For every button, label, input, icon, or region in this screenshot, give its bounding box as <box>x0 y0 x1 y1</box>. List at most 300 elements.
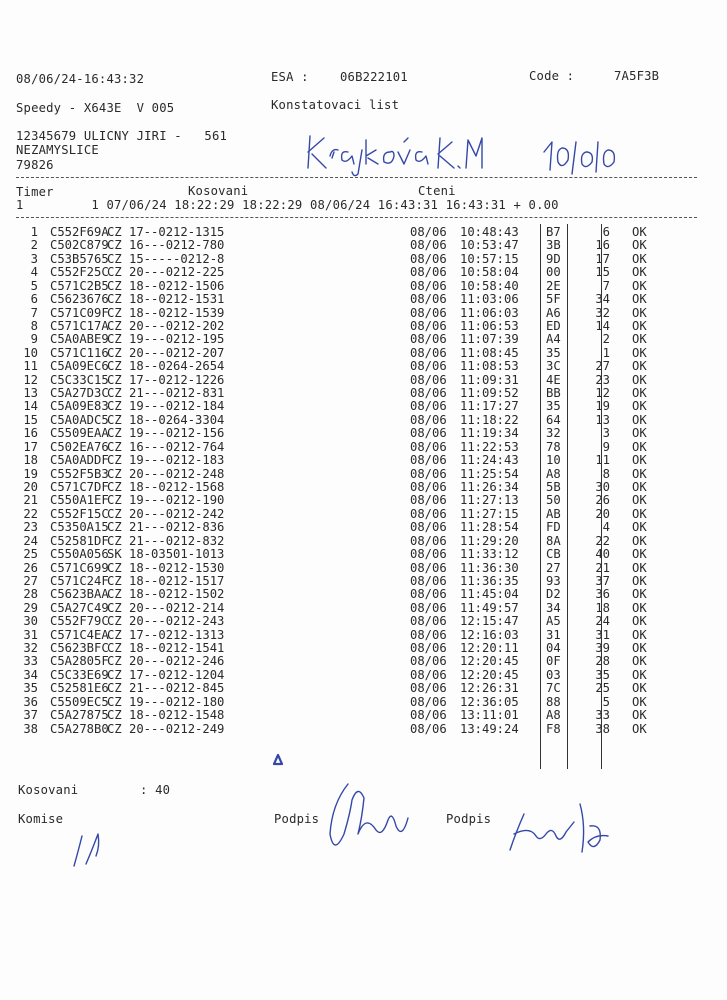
read-time: 11:45:04 <box>460 587 519 602</box>
status-text: OK <box>632 506 647 521</box>
position: 2 <box>602 332 610 347</box>
table-row <box>0 333 727 346</box>
control-code: 4E <box>546 372 561 387</box>
table-row <box>0 414 727 427</box>
runner-info: 12345679 ULICNY JIRI - 561 <box>16 129 228 143</box>
registration: CZ 18--0212-1506 <box>107 278 225 293</box>
status-text: OK <box>632 627 647 642</box>
position: 20 <box>595 506 610 521</box>
registration: CZ 20---0212-243 <box>107 614 225 629</box>
registration: CZ 15-----0212-8 <box>107 251 225 266</box>
control-code: A8 <box>546 708 561 723</box>
read-time: 11:28:54 <box>460 520 519 535</box>
control-code: B7 <box>546 225 561 239</box>
read-time: 11:36:30 <box>460 560 519 575</box>
status-text: OK <box>632 614 647 629</box>
timer-line: 1 1 07/06/24 18:22:29 18:22:29 08/06/24 16:43:31 16:43:31 + 0.00 <box>16 198 559 212</box>
control-code: A5 <box>546 614 561 629</box>
status-text: OK <box>632 278 647 293</box>
table-row <box>0 521 727 534</box>
print-timestamp: 08/06/24-16:43:32 <box>16 72 145 86</box>
position: 32 <box>595 305 610 320</box>
read-date: 08/06 <box>410 506 447 521</box>
read-date: 08/06 <box>410 332 447 347</box>
table-row <box>0 427 727 440</box>
control-code: 7C <box>546 681 561 696</box>
read-date: 08/06 <box>410 533 447 548</box>
chip-id: C552F69A <box>50 225 109 239</box>
kosovani-total-value: : 40 <box>140 783 171 797</box>
status-text: OK <box>632 251 647 266</box>
row-number: 32 <box>23 641 38 656</box>
club-code: 79826 <box>16 158 54 172</box>
row-number: 1 <box>30 225 38 239</box>
read-time: 10:53:47 <box>460 238 519 253</box>
read-date: 08/06 <box>410 439 447 454</box>
chip-id: C5A27D3C <box>50 386 109 401</box>
read-time: 11:19:34 <box>460 426 519 441</box>
chip-id: C571C4EA <box>50 627 109 642</box>
club-name: NEZAMYSLICE <box>16 143 99 157</box>
read-date: 08/06 <box>410 573 447 588</box>
position: 1 <box>602 345 610 360</box>
table-row <box>0 575 727 588</box>
position: 19 <box>595 399 610 414</box>
read-date: 08/06 <box>410 225 447 239</box>
registration: CZ 20---0212-248 <box>107 466 225 481</box>
komise-label: Komise <box>18 812 64 826</box>
status-text: OK <box>632 533 647 548</box>
registration: CZ 21---0212-836 <box>107 520 225 535</box>
table-row <box>0 320 727 333</box>
chip-id: C571C116 <box>50 345 109 360</box>
read-date: 08/06 <box>410 372 447 387</box>
read-time: 11:17:27 <box>460 399 519 414</box>
chip-id: C5A0ABE9 <box>50 332 109 347</box>
row-number: 26 <box>23 560 38 575</box>
cteni-header: Cteni <box>418 184 456 198</box>
row-number: 25 <box>23 547 38 562</box>
read-time: 11:49:57 <box>460 600 519 615</box>
read-date: 08/06 <box>410 318 447 333</box>
status-text: OK <box>632 225 647 239</box>
row-number: 36 <box>23 694 38 709</box>
control-code: ED <box>546 318 561 333</box>
read-time: 11:08:53 <box>460 359 519 374</box>
chip-id: C552F25C <box>50 265 109 280</box>
chip-id: C5A09E83 <box>50 399 109 414</box>
status-text: OK <box>632 399 647 414</box>
control-code: 35 <box>546 345 561 360</box>
table-row <box>0 360 727 373</box>
table-row <box>0 293 727 306</box>
status-text: OK <box>632 587 647 602</box>
registration: CZ 17--0212-1204 <box>107 667 225 682</box>
table-row <box>0 239 727 252</box>
position: 13 <box>595 412 610 427</box>
kosovani-header: Kosovani <box>188 184 249 198</box>
handwritten-time <box>540 138 620 178</box>
read-time: 10:58:04 <box>460 265 519 280</box>
table-row <box>0 347 727 360</box>
chip-id: C571C24F <box>50 573 109 588</box>
registration: CZ 19---0212-195 <box>107 332 225 347</box>
row-number: 8 <box>30 318 38 333</box>
row-number: 28 <box>23 587 38 602</box>
position: 28 <box>595 654 610 669</box>
registration: CZ 18--0212-1531 <box>107 292 225 307</box>
chip-id: C571C09F <box>50 305 109 320</box>
chip-id: C5509EAA <box>50 426 109 441</box>
chip-id: C5623676 <box>50 292 109 307</box>
position: 14 <box>595 318 610 333</box>
position: 15 <box>595 265 610 280</box>
control-code: 0F <box>546 654 561 669</box>
control-code: 5B <box>546 479 561 494</box>
control-code: 2E <box>546 278 561 293</box>
control-code: 34 <box>546 600 561 615</box>
chip-id: C550A1EF <box>50 493 109 508</box>
read-time: 11:08:45 <box>460 345 519 360</box>
registration: CZ 19---0212-180 <box>107 694 225 709</box>
read-date: 08/06 <box>410 466 447 481</box>
control-code: 32 <box>546 426 561 441</box>
device-info: Speedy - X643E V 005 <box>16 101 175 115</box>
read-date: 08/06 <box>410 265 447 280</box>
table-row <box>0 454 727 467</box>
row-number: 27 <box>23 573 38 588</box>
table-row <box>0 400 727 413</box>
position: 24 <box>595 614 610 629</box>
row-number: 13 <box>23 386 38 401</box>
column-divider <box>567 224 568 769</box>
status-text: OK <box>632 708 647 723</box>
registration: CZ 17--0212-1226 <box>107 372 225 387</box>
chip-id: C53B5765 <box>50 251 109 266</box>
podpis-signature-1 <box>318 764 428 874</box>
row-number: 31 <box>23 627 38 642</box>
position: 23 <box>595 372 610 387</box>
read-date: 08/06 <box>410 708 447 723</box>
position: 34 <box>595 292 610 307</box>
position: 30 <box>595 479 610 494</box>
chip-id: C571C2B5 <box>50 278 109 293</box>
control-code: F8 <box>546 721 561 736</box>
row-number: 37 <box>23 708 38 723</box>
status-text: OK <box>632 694 647 709</box>
registration: CZ 21---0212-831 <box>107 386 225 401</box>
read-time: 11:29:20 <box>460 533 519 548</box>
row-number: 11 <box>23 359 38 374</box>
position: 16 <box>595 238 610 253</box>
table-row <box>0 642 727 655</box>
registration: CZ 21---0212-832 <box>107 533 225 548</box>
row-number: 29 <box>23 600 38 615</box>
position: 18 <box>595 600 610 615</box>
registration: CZ 17--0212-1315 <box>107 225 225 239</box>
table-row <box>0 615 727 628</box>
chip-id: C5C33E69 <box>50 667 109 682</box>
separator-top <box>16 177 697 178</box>
registration: CZ 20---0212-225 <box>107 265 225 280</box>
read-date: 08/06 <box>410 251 447 266</box>
row-number: 22 <box>23 506 38 521</box>
position: 40 <box>595 547 610 562</box>
status-text: OK <box>632 318 647 333</box>
read-time: 11:18:22 <box>460 412 519 427</box>
chip-id: C550A056 <box>50 547 109 562</box>
table-row <box>0 723 727 736</box>
status-text: OK <box>632 667 647 682</box>
registration: CZ 20---0212-246 <box>107 654 225 669</box>
registration: CZ 18--0264-3304 <box>107 412 225 427</box>
row-number: 19 <box>23 466 38 481</box>
control-code: 3B <box>546 238 561 253</box>
read-date: 08/06 <box>410 587 447 602</box>
table-row <box>0 280 727 293</box>
position: 7 <box>602 278 610 293</box>
position: 26 <box>595 493 610 508</box>
read-date: 08/06 <box>410 493 447 508</box>
table-row <box>0 535 727 548</box>
status-text: OK <box>632 520 647 535</box>
read-time: 11:06:53 <box>460 318 519 333</box>
status-text: OK <box>632 305 647 320</box>
table-row <box>0 481 727 494</box>
read-date: 08/06 <box>410 614 447 629</box>
read-date: 08/06 <box>410 345 447 360</box>
position: 27 <box>595 359 610 374</box>
registration: CZ 16---0212-764 <box>107 439 225 454</box>
registration: CZ 19---0212-156 <box>107 426 225 441</box>
table-row <box>0 374 727 387</box>
read-time: 11:22:53 <box>460 439 519 454</box>
row-number: 6 <box>30 292 38 307</box>
table-row <box>0 508 727 521</box>
registration: CZ 18--0264-2654 <box>107 359 225 374</box>
esa-value: 06B222101 <box>340 70 408 84</box>
chip-id: C552F15C <box>50 506 109 521</box>
position: 25 <box>595 681 610 696</box>
read-date: 08/06 <box>410 681 447 696</box>
row-number: 34 <box>23 667 38 682</box>
read-time: 11:06:03 <box>460 305 519 320</box>
registration: CZ 17--0212-1313 <box>107 627 225 642</box>
row-number: 3 <box>30 251 38 266</box>
control-code: A4 <box>546 332 561 347</box>
read-date: 08/06 <box>410 453 447 468</box>
row-number: 16 <box>23 426 38 441</box>
chip-id: C502C879 <box>50 238 109 253</box>
control-code: A6 <box>546 305 561 320</box>
code-label: Code : <box>529 69 575 83</box>
position: 11 <box>595 453 610 468</box>
read-time: 12:36:05 <box>460 694 519 709</box>
control-code: 27 <box>546 560 561 575</box>
row-number: 35 <box>23 681 38 696</box>
read-time: 11:27:15 <box>460 506 519 521</box>
table-row <box>0 387 727 400</box>
control-code: 78 <box>546 439 561 454</box>
read-date: 08/06 <box>410 412 447 427</box>
chip-id: C5A09EC6 <box>50 359 109 374</box>
read-time: 11:09:52 <box>460 386 519 401</box>
registration: CZ 16---0212-780 <box>107 238 225 253</box>
table-row <box>0 696 727 709</box>
table-row <box>0 602 727 615</box>
registration: CZ 21---0212-845 <box>107 681 225 696</box>
row-number: 10 <box>23 345 38 360</box>
row-number: 30 <box>23 614 38 629</box>
control-code: FD <box>546 520 561 535</box>
read-date: 08/06 <box>410 667 447 682</box>
status-text: OK <box>632 493 647 508</box>
chip-id: C571C7DF <box>50 479 109 494</box>
status-text: OK <box>632 654 647 669</box>
control-code: 93 <box>546 573 561 588</box>
table-row <box>0 682 727 695</box>
document-title: Konstatovaci list <box>271 98 400 112</box>
table-row <box>0 266 727 279</box>
registration: CZ 20---0212-249 <box>107 721 225 736</box>
control-code: 50 <box>546 493 561 508</box>
table-row <box>0 226 727 239</box>
registration: CZ 20---0212-214 <box>107 600 225 615</box>
separator-table <box>16 217 697 218</box>
registration: CZ 18--0212-1517 <box>107 573 225 588</box>
row-number: 38 <box>23 721 38 736</box>
status-text: OK <box>632 345 647 360</box>
row-number: 2 <box>30 238 38 253</box>
table-row <box>0 709 727 722</box>
registration: CZ 20---0212-242 <box>107 506 225 521</box>
status-text: OK <box>632 426 647 441</box>
read-time: 10:48:43 <box>460 225 519 239</box>
status-text: OK <box>632 681 647 696</box>
chip-id: C52581E6 <box>50 681 109 696</box>
chip-id: C5A27875 <box>50 708 109 723</box>
table-row <box>0 441 727 454</box>
status-text: OK <box>632 372 647 387</box>
read-date: 08/06 <box>410 627 447 642</box>
read-time: 11:33:12 <box>460 547 519 562</box>
row-number: 21 <box>23 493 38 508</box>
chip-id: C5A278B0 <box>50 721 109 736</box>
chip-id: C502EA76 <box>50 439 109 454</box>
row-number: 12 <box>23 372 38 387</box>
read-time: 10:57:15 <box>460 251 519 266</box>
read-date: 08/06 <box>410 547 447 562</box>
read-time: 13:11:01 <box>460 708 519 723</box>
table-row <box>0 655 727 668</box>
status-text: OK <box>632 641 647 656</box>
read-time: 11:25:54 <box>460 466 519 481</box>
control-code: D2 <box>546 587 561 602</box>
read-date: 08/06 <box>410 600 447 615</box>
position: 9 <box>602 439 610 454</box>
row-number: 7 <box>30 305 38 320</box>
registration: CZ 18--0212-1541 <box>107 641 225 656</box>
control-code: 35 <box>546 399 561 414</box>
chip-id: C52581DF <box>50 533 109 548</box>
read-date: 08/06 <box>410 560 447 575</box>
read-date: 08/06 <box>410 359 447 374</box>
read-time: 11:27:13 <box>460 493 519 508</box>
read-date: 08/06 <box>410 520 447 535</box>
position: 4 <box>602 520 610 535</box>
status-text: OK <box>632 386 647 401</box>
position: 8 <box>602 466 610 481</box>
read-time: 13:49:24 <box>460 721 519 736</box>
table-row <box>0 562 727 575</box>
chip-id: C5623BAA <box>50 587 109 602</box>
table-row <box>0 253 727 266</box>
registration: CZ 18--0212-1539 <box>107 305 225 320</box>
read-time: 11:03:06 <box>460 292 519 307</box>
read-time: 12:20:45 <box>460 654 519 669</box>
chip-id: C5C33C15 <box>50 372 109 387</box>
read-time: 12:15:47 <box>460 614 519 629</box>
control-code: 8A <box>546 533 561 548</box>
read-date: 08/06 <box>410 238 447 253</box>
row-number: 24 <box>23 533 38 548</box>
podpis-label-1: Podpis <box>274 812 320 826</box>
status-text: OK <box>632 265 647 280</box>
read-time: 12:20:11 <box>460 641 519 656</box>
read-date: 08/06 <box>410 479 447 494</box>
read-date: 08/06 <box>410 292 447 307</box>
handwritten-name <box>300 128 490 178</box>
position: 6 <box>602 225 610 239</box>
chip-id: C5A0ADDF <box>50 453 109 468</box>
table-row <box>0 629 727 642</box>
status-text: OK <box>632 359 647 374</box>
position: 39 <box>595 641 610 656</box>
position: 33 <box>595 708 610 723</box>
position: 22 <box>595 533 610 548</box>
chip-id: C552F5B3 <box>50 466 109 481</box>
control-code: 31 <box>546 627 561 642</box>
komise-signature <box>66 822 126 872</box>
read-time: 12:20:45 <box>460 667 519 682</box>
chip-id: C5509EC5 <box>50 694 109 709</box>
chip-id: C5A0ADC5 <box>50 412 109 427</box>
pen-mark <box>271 753 285 767</box>
status-text: OK <box>632 466 647 481</box>
control-code: 5F <box>546 292 561 307</box>
chip-id: C5623BFC <box>50 641 109 656</box>
table-row <box>0 669 727 682</box>
status-text: OK <box>632 453 647 468</box>
registration: CZ 19---0212-183 <box>107 453 225 468</box>
table-row <box>0 468 727 481</box>
control-code: 64 <box>546 412 561 427</box>
control-code: 04 <box>546 641 561 656</box>
position: 31 <box>595 627 610 642</box>
read-time: 10:58:40 <box>460 278 519 293</box>
status-text: OK <box>632 573 647 588</box>
status-text: OK <box>632 479 647 494</box>
registration: CZ 18--0212-1502 <box>107 587 225 602</box>
control-code: 03 <box>546 667 561 682</box>
control-code: 9D <box>546 251 561 266</box>
read-time: 12:26:31 <box>460 681 519 696</box>
position: 35 <box>595 667 610 682</box>
table-row <box>0 494 727 507</box>
read-time: 11:24:43 <box>460 453 519 468</box>
status-text: OK <box>632 721 647 736</box>
status-text: OK <box>632 292 647 307</box>
